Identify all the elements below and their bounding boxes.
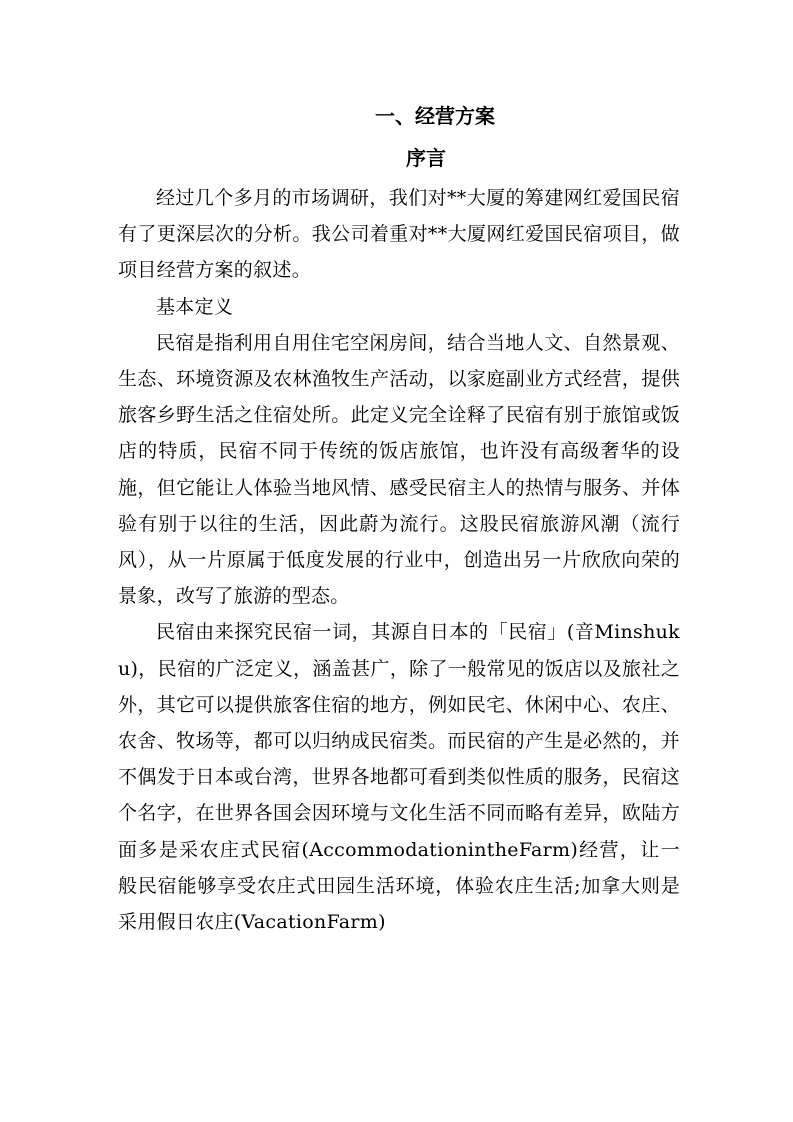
subheading-basic-definition: 基本定义 xyxy=(156,295,234,318)
intro-paragraph: 经过几个多月的市场调研，我们对**大厦的筹建网红爱国民宿有了更深层次的分析。我公司着重对**大厦网红爱国民宿项目，做项目经营方案的叙述。 xyxy=(118,187,680,282)
origin-paragraph: 民宿由来探究民宿一词，其源自日本的「民宿」(音Minshuku)，民宿的广泛定义，涵盖甚广，除了一般常见的饭店以及旅社之外，其它可以提供旅客住宿的地方，例如民宅、休闲中心、农庄、农舍、牧场等，都可以归纳成民宿类。而民宿的产生是必然的，并不偶发于日本或台湾，世界各地都可看到类似性质的服务，民宿这个名字，在世界各国会因环境与文化生活不同而略有差异，欧陆方面多是采农庄式民宿(AccommodationintheFarm)经营，让一般民宿能够享受农庄式田园生活环境，体验农庄生活;加拿大则是采用假日农庄(VacationFarm) xyxy=(118,621,680,934)
document-page xyxy=(118,96,680,940)
section-title: 一、经营方案 xyxy=(375,104,495,128)
preface-title: 序言 xyxy=(406,146,446,170)
definition-paragraph: 民宿是指利用自用住宅空闲房间，结合当地人文、自然景观、生态、环境资源及农林渔牧生产活动，以家庭副业方式经营，提供旅客乡野生活之住宿处所。此定义完全诠释了民宿有别于旅馆或饭店的特质，民宿不同于传统的饭店旅馆，也许没有高级奢华的设施，但它能让人体验当地风情、感受民宿主人的热情与服务、并体验有别于以往的生活，因此蔚为流行。这股民宿旅游风潮（流行风），从一片原属于低度发展的行业中，创造出另一片欣欣向荣的景象，改写了旅游的型态。 xyxy=(118,331,680,608)
